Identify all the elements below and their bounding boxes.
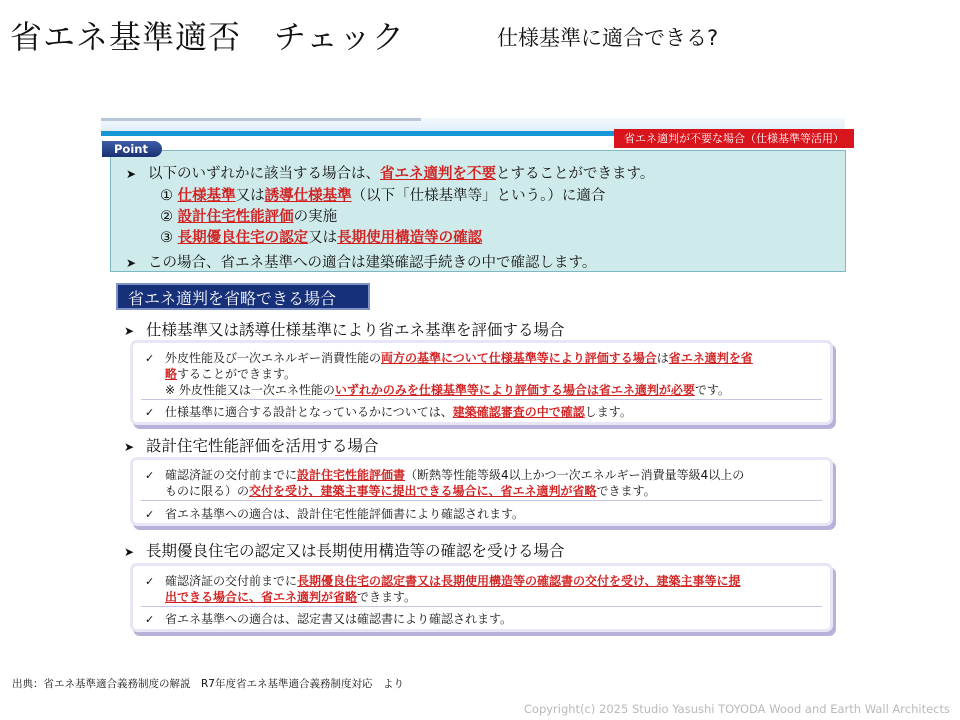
s1-row-1-cont: 略することができます。 [165,367,297,381]
point-item-2: ② 設計住宅性能評価の実施 [160,209,338,225]
section-2-card [133,460,830,523]
s3-row-2: ✓ 省エネ基準への適合は、認定書又は確認書により確認されます。 [145,612,513,626]
section-1-card [133,343,830,422]
arrow-icon: ➤ [124,324,135,338]
s3-row-1-cont: 出できる場合に、省エネ適判が省略できます。 [165,590,417,604]
s1-row-3: ✓ 仕様基準に適合する設計となっているかについては、建築確認審査の中で確認します。 [145,405,632,419]
point-item-1: ① 仕様基準又は誘導仕様基準（以下「仕様基準等」という。）に適合 [160,188,606,204]
check-icon: ✓ [145,613,155,626]
point-item-3: ③ 長期優良住宅の認定又は長期使用構造等の確認 [160,230,483,246]
arrow-icon: ➤ [126,167,137,181]
section-2-heading: ➤ 設計住宅性能評価を活用する場合 [124,437,379,455]
point-line-2: ➤ この場合、省エネ基準への適合は建築確認手続きの中で確認します。 [126,255,597,271]
s2-row-2: ✓ 省エネ基準への適合は、設計住宅性能評価書により確認されます。 [145,507,525,521]
section-3-card [133,566,830,629]
s3-row-1: ✓ 確認済証の交付前までに長期優良住宅の認定書又は長期使用構造等の確認書の交付を受け、建築主事等に提 [145,574,741,588]
s2-row-1-cont: ものに限る）の交付を受け、建築主事等に提出できる場合に、省エネ適判が省略できます。 [165,484,656,498]
faded-line [101,118,421,121]
section-1-heading: ➤ 仕様基準又は誘導仕様基準により省エネ基準を評価する場合 [124,321,565,339]
omit-heading: 省エネ適判を省略できる場合 [116,283,370,310]
s2-row-1: ✓ 確認済証の交付前までに設計住宅性能評価書（断熱等性能等級4以上かつ一次エネルギー消費量等級4以上の [145,468,745,482]
divider [141,500,822,501]
section-3-heading: ➤ 長期優良住宅の認定又は長期使用構造等の確認を受ける場合 [124,542,565,560]
divider [141,606,822,607]
check-icon: ✓ [145,575,155,588]
point-line-1: ➤ 以下のいずれかに該当する場合は、省エネ適判を不要とすることができます。 [126,166,655,182]
arrow-icon: ➤ [126,256,137,270]
slide-subtitle: 仕様基準に適合できる? [497,26,719,50]
check-icon: ✓ [145,352,155,365]
divider [141,399,822,400]
check-icon: ✓ [145,469,155,482]
copyright: Copyright(c) 2025 Studio Yasushi TOYODA Wood and Earth Wall Architects [523,702,950,716]
arrow-icon: ➤ [124,440,135,454]
s1-row-1: ✓ 外皮性能及び一次エネルギー消費性能の両方の基準について仕様基準等により評価する場合は省エネ適判を省 [145,351,753,365]
red-tag: 省エネ適判が不要な場合（仕様基準等活用） [614,129,854,148]
s1-row-2: ※ 外皮性能又は一次エネ性能のいずれかのみを仕様基準等により評価する場合は省エネ適判が必要です。 [165,383,730,397]
check-icon: ✓ [145,406,155,419]
slide-title: 省エネ基準適否 チェック [10,18,406,56]
arrow-icon: ➤ [124,545,135,559]
check-icon: ✓ [145,508,155,521]
point-label: Point [102,141,162,157]
source-note: 出典：省エネ基準適合義務制度の解説 R7年度省エネ基準適合義務制度対応 より [12,678,404,690]
